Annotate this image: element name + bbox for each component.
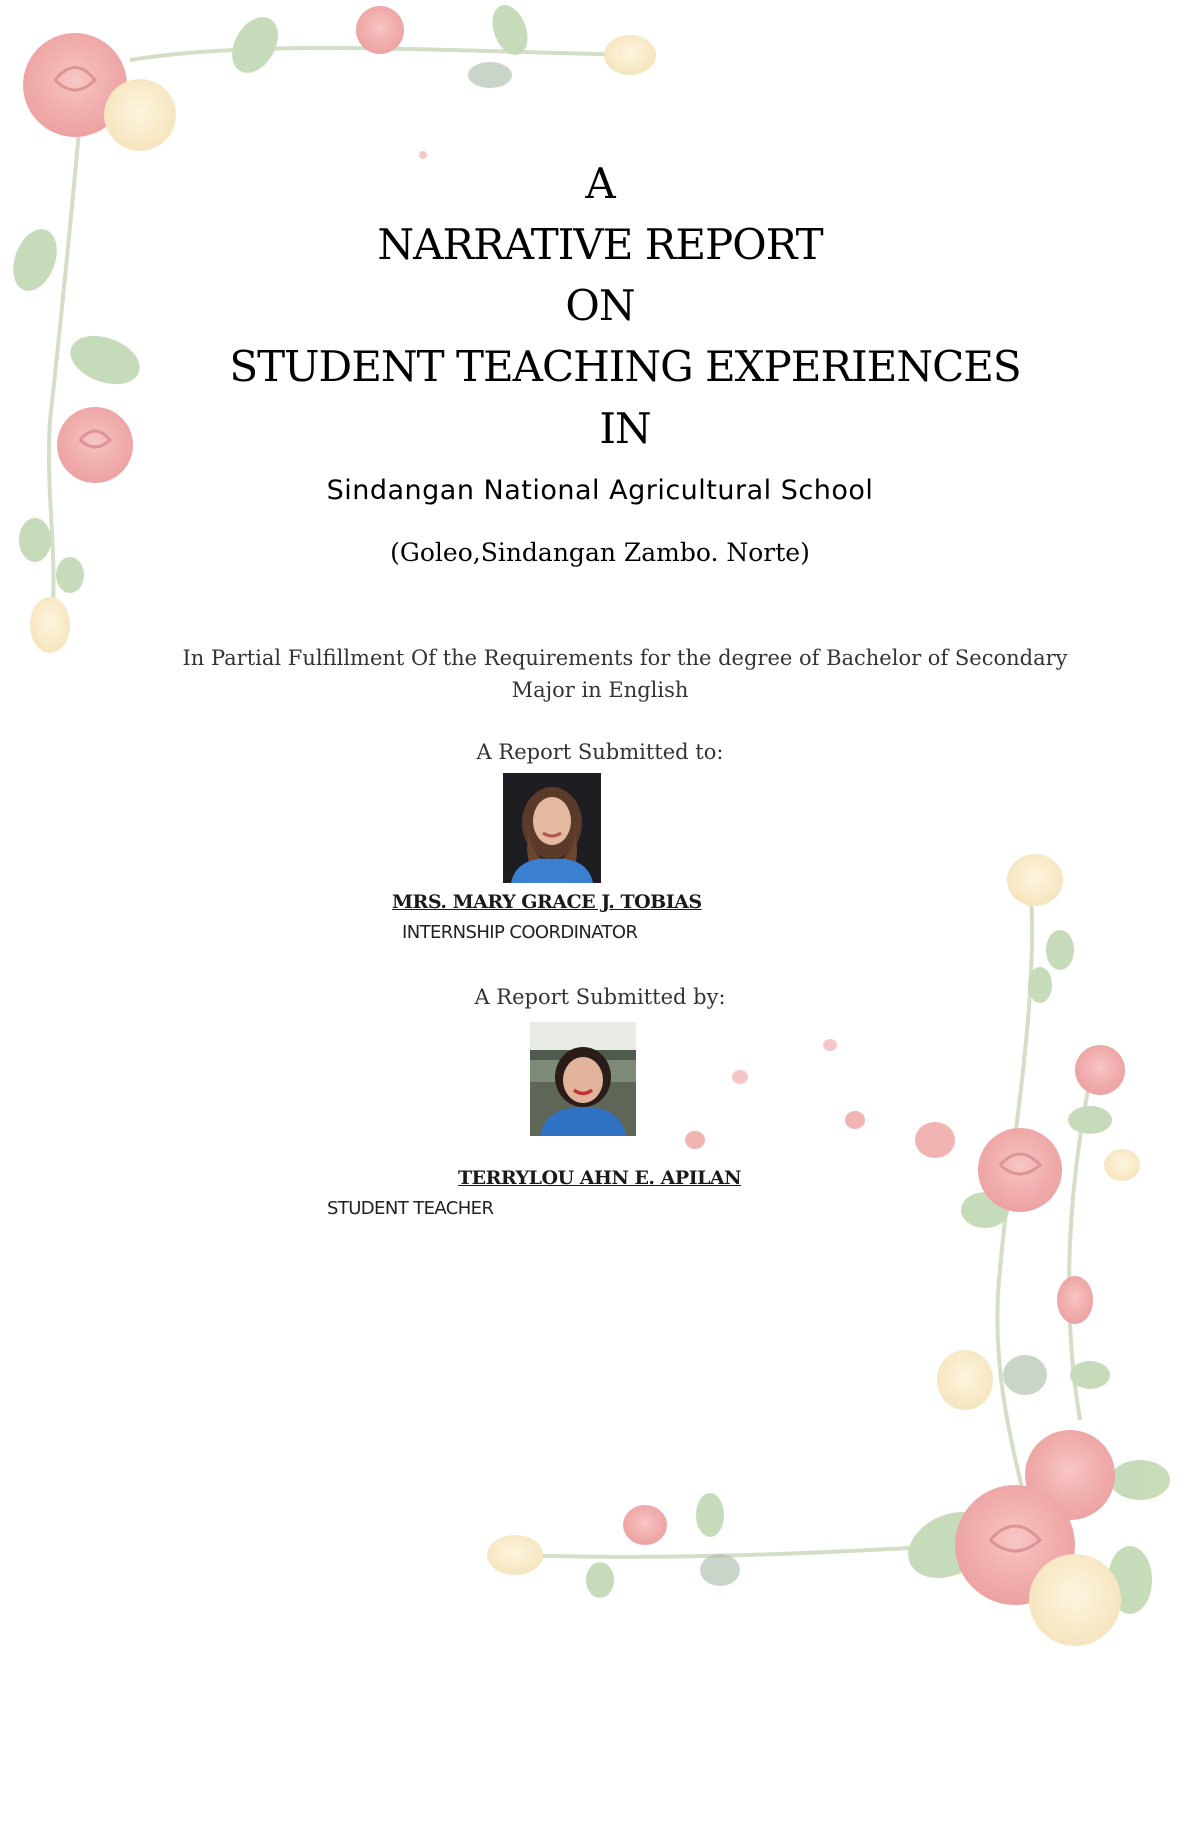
title-line-student-teaching-experiences: STUDENT TEACHING EXPERIENCES <box>229 342 1021 391</box>
bottom-right-floral-corner <box>487 854 1170 1646</box>
school-address: (Goleo,Sindangan Zambo. Norte) <box>390 538 810 567</box>
submitted-by-label: A Report Submitted by: <box>474 985 726 1009</box>
title-line-a: A <box>585 159 615 208</box>
coordinator-name: MRS. MARY GRACE J. TOBIAS <box>392 891 702 913</box>
coordinator-photo <box>503 773 601 883</box>
student-photo <box>530 1022 636 1136</box>
school-name: Sindangan National Agricultural School <box>326 475 874 506</box>
fulfillment-line-2: Major in English <box>511 678 689 702</box>
title-line-on: ON <box>565 281 635 330</box>
student-name: TERRYLOU AHN E. APILAN <box>458 1167 742 1189</box>
fulfillment-line-1: In Partial Fulfillment Of the Requirements for the degree of Bachelor of Secondary <box>182 646 1068 670</box>
student-role: STUDENT TEACHER <box>327 1198 494 1219</box>
coordinator-role: INTERNSHIP COORDINATOR <box>402 922 638 943</box>
submitted-to-label: A Report Submitted to: <box>476 740 724 764</box>
title-line-narrative-report: NARRATIVE REPORT <box>377 220 823 269</box>
title-line-in: IN <box>599 404 651 453</box>
